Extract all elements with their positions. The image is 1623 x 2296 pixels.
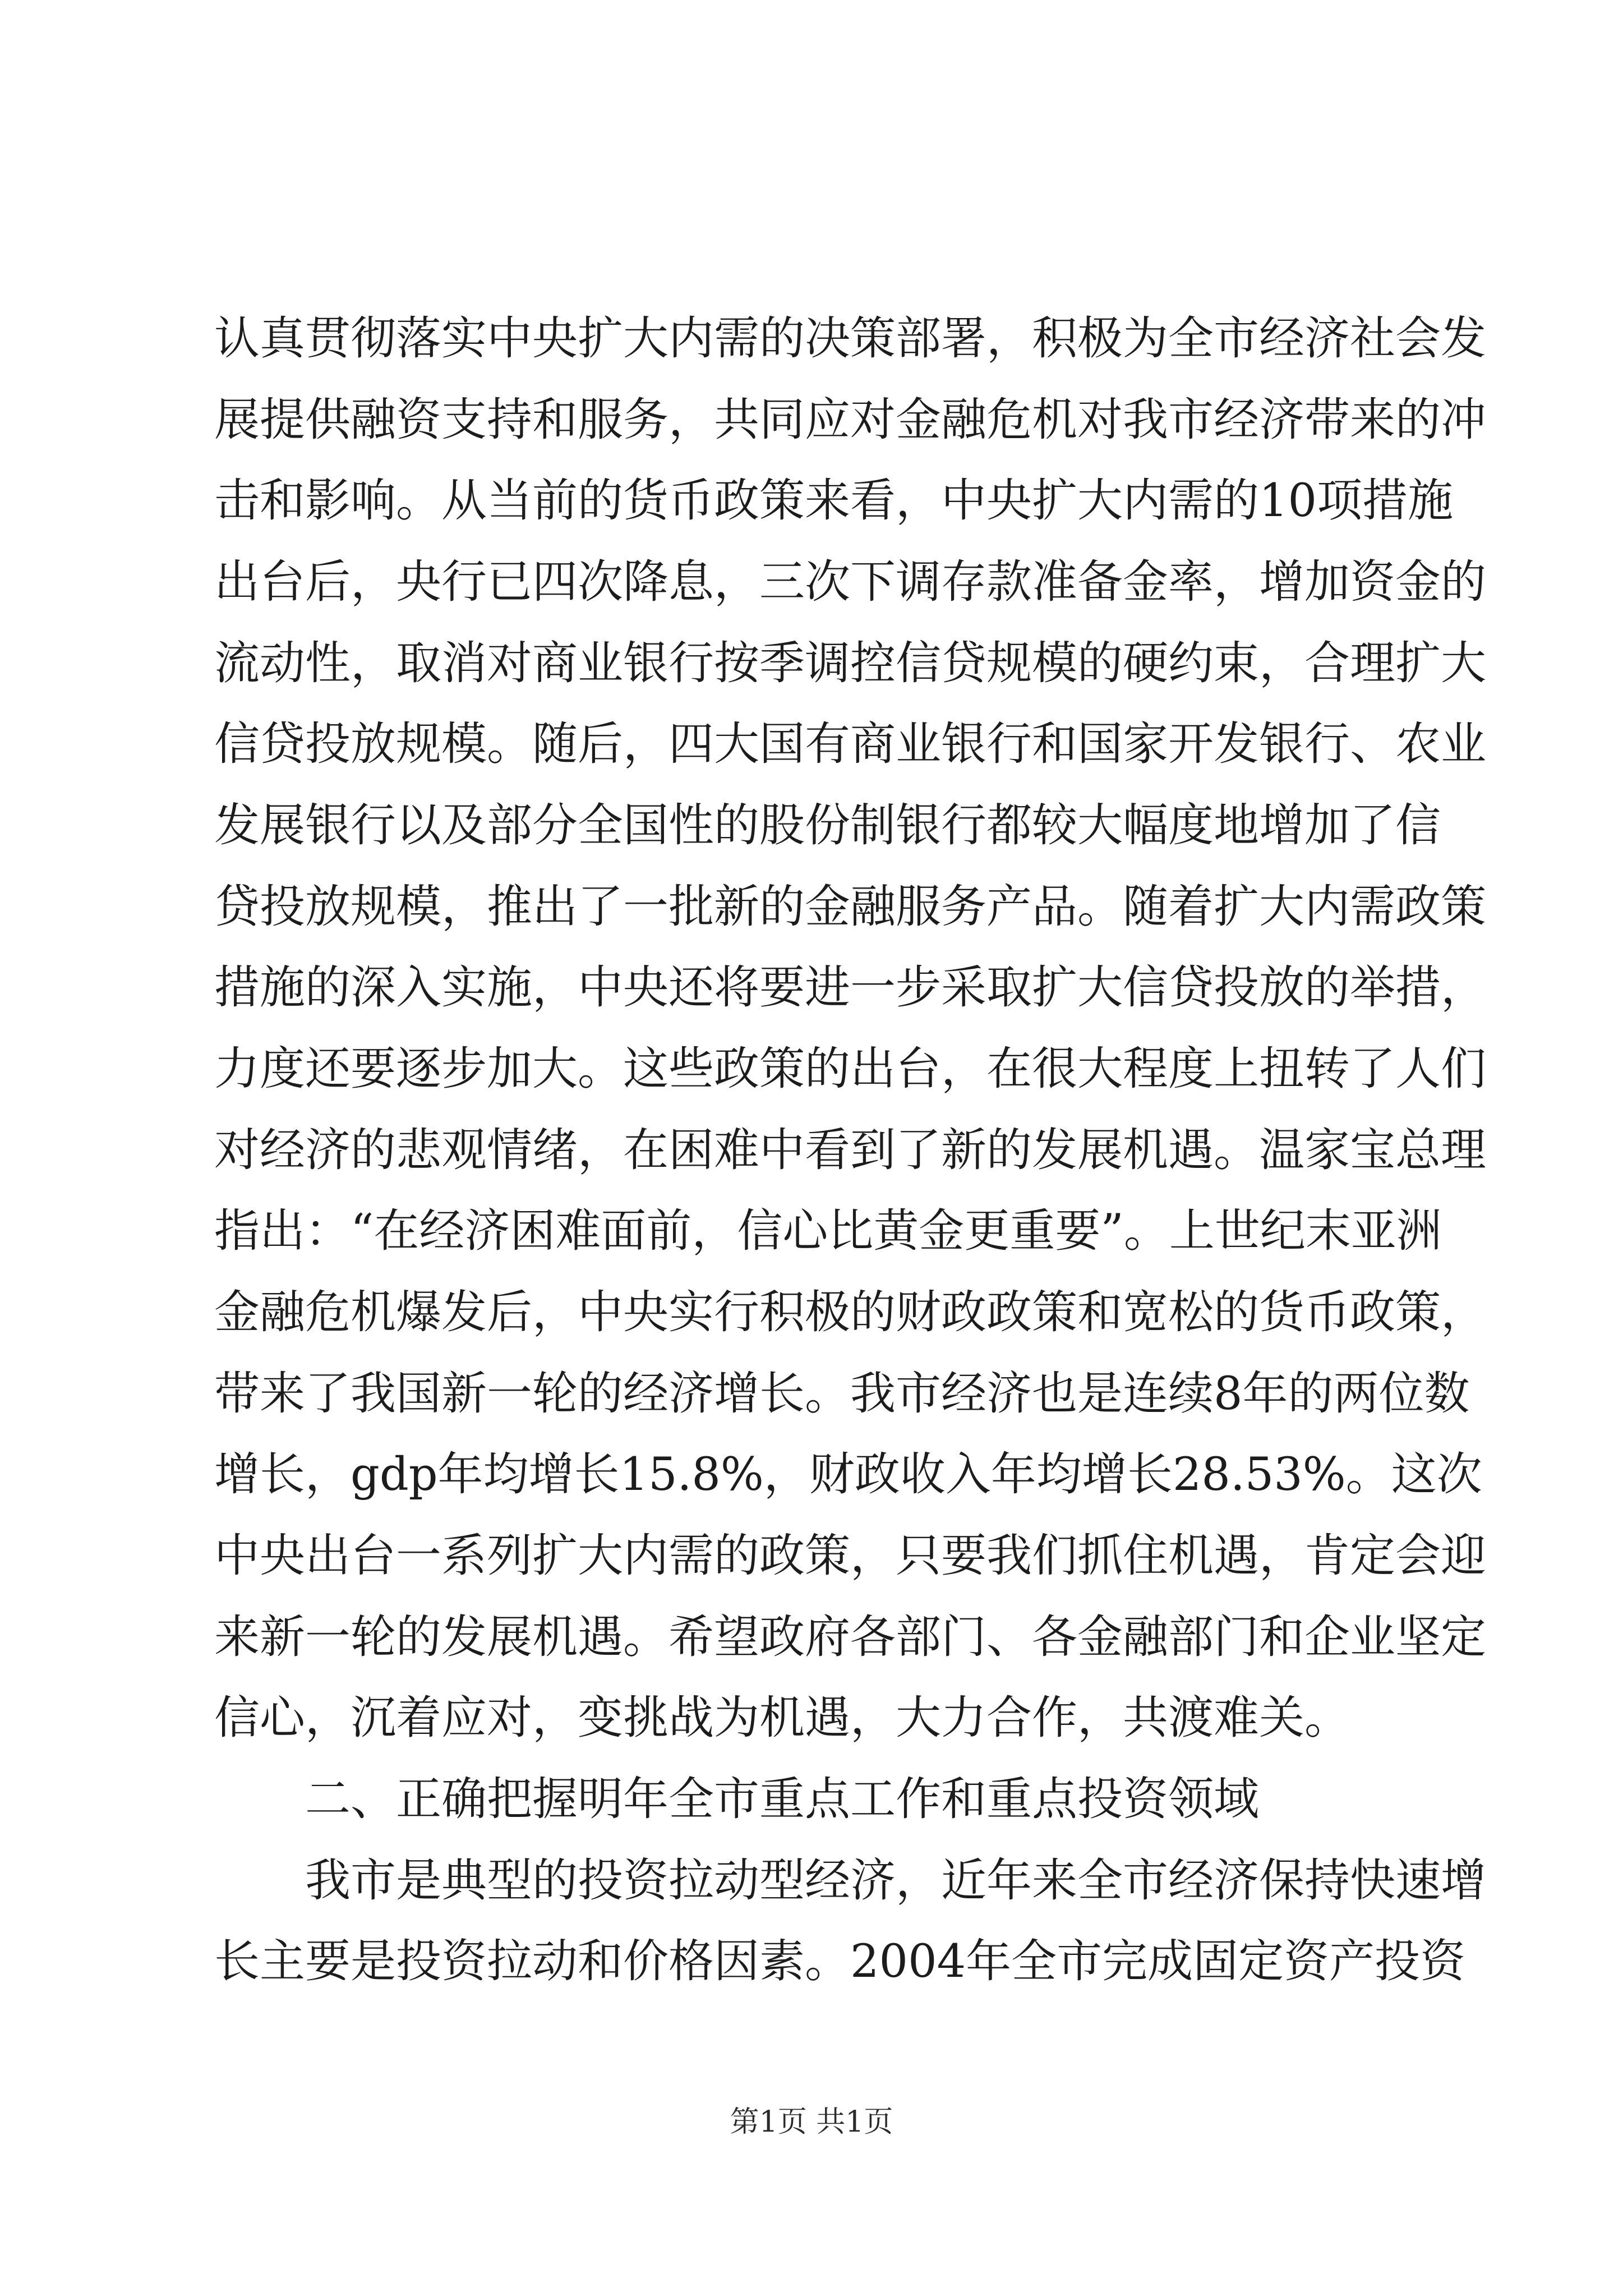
text-line: 中央出台一系列扩大内需的政策，只要我们抓住机遇，肯定会迎	[214, 1530, 1487, 1582]
section-heading: 二、正确把握明年全市重点工作和重点投资领域	[305, 1773, 1260, 1826]
text-line: 来新一轮的发展机遇。希望政府各部门、各金融部门和企业坚定	[214, 1611, 1487, 1664]
text-line: 击和影响。从当前的货币政策来看，中央扩大内需的10项措施	[214, 475, 1454, 527]
text-line: 贷投放规模，推出了一批新的金融服务产品。随着扩大内需政策	[214, 881, 1487, 933]
text-line: 信心，沉着应对，变挑战为机遇，大力合作，共渡难关。	[214, 1692, 1350, 1745]
text-line: 认真贯彻落实中央扩大内需的决策部署，积极为全市经济社会发	[214, 312, 1487, 365]
text-line: 信贷投放规模。随后，四大国有商业银行和国家开发银行、农业	[214, 718, 1487, 771]
text-line: 带来了我国新一轮的经济增长。我市经济也是连续8年的两位数	[214, 1368, 1470, 1420]
text-line: 对经济的悲观情绪，在困难中看到了新的发展机遇。温家宝总理	[214, 1124, 1487, 1177]
text-line: 增长，gdp年均增长15.8%，财政收入年均增长28.53%。这次	[214, 1448, 1482, 1501]
text-line: 指出：“在经济困难面前，信心比黄金更重要”。上世纪末亚洲	[214, 1205, 1442, 1258]
text-line: 长主要是投资拉动和价格因素。2004年全市完成固定资产投资	[214, 1935, 1466, 1988]
page-footer: 第1页 共1页	[730, 2105, 893, 2139]
text-line: 发展银行以及部分全国性的股份制银行都较大幅度地增加了信	[214, 799, 1441, 852]
text-line: 措施的深入实施，中央还将要进一步采取扩大信贷投放的举措，	[214, 961, 1487, 1014]
text-line: 出台后，央行已四次降息，三次下调存款准备金率，增加资金的	[214, 556, 1487, 609]
text-line: 金融危机爆发后，中央实行积极的财政政策和宽松的货币政策，	[214, 1286, 1487, 1339]
text-line: 展提供融资支持和服务，共同应对金融危机对我市经济带来的冲	[214, 394, 1487, 447]
paragraph-first-line: 我市是典型的投资拉动型经济，近年来全市经济保持快速增	[305, 1855, 1487, 1907]
text-line: 力度还要逐步加大。这些政策的出台，在很大程度上扭转了人们	[214, 1043, 1487, 1096]
text-line: 流动性，取消对商业银行按季调控信贷规模的硬约束，合理扩大	[214, 637, 1487, 690]
